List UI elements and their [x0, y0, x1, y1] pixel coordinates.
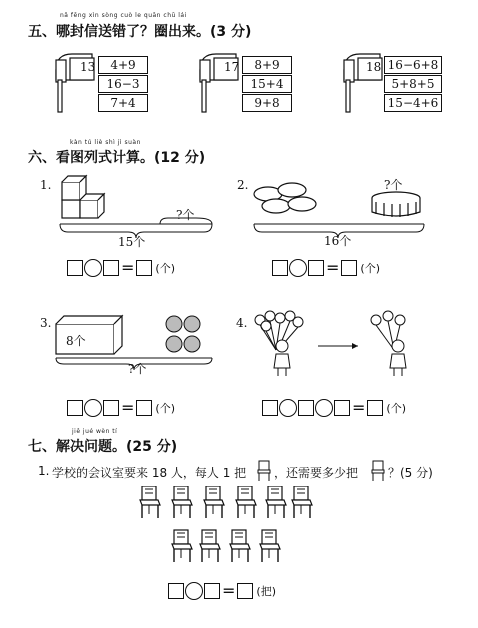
chair-icon	[140, 486, 160, 518]
mailbox-icon	[340, 50, 390, 114]
letter-card[interactable]: 9+8	[242, 94, 292, 112]
chair-icon	[172, 486, 192, 518]
letter-card[interactable]: 4+9	[98, 56, 148, 74]
problem-2-unknown: ?个	[384, 178, 403, 192]
mailbox-number: 17	[224, 60, 240, 74]
letter-card[interactable]: 5+8+5	[384, 75, 442, 93]
girl-with-balloons-icon	[255, 311, 303, 376]
chair-icon	[370, 460, 386, 482]
problem-4-figure	[248, 310, 438, 380]
chair-icon	[230, 530, 250, 562]
girl-with-balloons-icon	[371, 311, 406, 376]
mailbox-number: 13	[80, 60, 96, 74]
chair-icon	[256, 460, 272, 482]
operator-circle[interactable]	[185, 582, 203, 600]
chair-icon	[236, 486, 256, 518]
problem-1-total: 15个	[118, 235, 146, 249]
answer-box[interactable]	[103, 400, 119, 416]
question-text-before: 学校的会议室要来 18 人，每人 1 把	[52, 466, 247, 480]
letter-card[interactable]: 16−6+8	[384, 56, 442, 74]
problem-2-total: 16个	[324, 234, 352, 248]
question-text-middle: ，还需要多少把	[274, 466, 359, 480]
operator-circle[interactable]	[279, 399, 297, 417]
chairs-illustration	[134, 486, 324, 570]
problem-2-number: 2.	[237, 178, 249, 192]
answer-box[interactable]	[103, 260, 119, 276]
problem-4-number: 4.	[236, 316, 248, 330]
problem-1-unknown: ?个	[176, 208, 195, 222]
chair-icon	[260, 530, 280, 562]
equals-sign: =	[121, 398, 135, 417]
problem-2-answer-row	[272, 258, 380, 277]
letter-card[interactable]: 8+9	[242, 56, 292, 74]
problem-3-number: 3.	[40, 316, 52, 330]
letter-card[interactable]: 16−3	[98, 75, 148, 93]
cube-stack-icon	[62, 176, 104, 218]
chair-icon	[292, 486, 312, 518]
unit-label: (把)	[256, 584, 276, 598]
mailbox-number: 18	[366, 60, 382, 74]
answer-box[interactable]	[136, 400, 152, 416]
mailbox-3	[340, 50, 460, 120]
chair-icon	[172, 530, 192, 562]
section5-title: 五、哪封信送错了？圈出来。(3 分)	[28, 24, 252, 40]
mailbox-2	[196, 50, 296, 120]
equals-sign: =	[121, 258, 135, 277]
chair-icon	[266, 486, 286, 518]
answer-box[interactable]	[168, 583, 184, 599]
answer-box[interactable]	[237, 583, 253, 599]
question-text-after: ？(5 分)	[388, 466, 433, 480]
unit-label: (个)	[386, 401, 406, 415]
unit-label: (个)	[360, 261, 380, 275]
mailbox-1	[52, 50, 152, 120]
problem-1-answer-row	[67, 258, 175, 277]
equals-sign: =	[326, 258, 340, 277]
section5-pinyin: nǎ fēng xìn sòng cuò le quān chū lái	[60, 12, 187, 19]
operator-circle[interactable]	[289, 259, 307, 277]
unit-label: (个)	[155, 401, 175, 415]
answer-box[interactable]	[204, 583, 220, 599]
letter-card[interactable]: 15−4+6	[384, 94, 442, 112]
answer-box[interactable]	[262, 400, 278, 416]
problem-3-box-label: 8个	[66, 334, 86, 348]
section7-title: 七、解决问题。(25 分)	[28, 439, 178, 455]
problem-4-answer-row	[262, 398, 406, 417]
answer-box[interactable]	[334, 400, 350, 416]
equals-sign: =	[352, 398, 366, 417]
answer-box[interactable]	[341, 260, 357, 276]
question-1-answer-row	[168, 581, 276, 600]
answer-box[interactable]	[136, 260, 152, 276]
operator-circle[interactable]	[315, 399, 333, 417]
question-1	[38, 460, 468, 484]
problem-3-answer-row	[67, 398, 175, 417]
equals-sign: =	[222, 581, 236, 600]
problem-3-unknown: ?个	[128, 362, 147, 376]
section7-pinyin: jiě jué wèn tí	[72, 428, 118, 435]
operator-circle[interactable]	[84, 399, 102, 417]
operator-circle[interactable]	[84, 259, 102, 277]
problem-1-number: 1.	[40, 178, 52, 192]
section6-pinyin: kàn tú liè shì jì suàn	[70, 139, 141, 146]
chair-icon	[204, 486, 224, 518]
section6-title: 六、看图列式计算。(12 分)	[28, 150, 206, 166]
answer-box[interactable]	[272, 260, 288, 276]
answer-box[interactable]	[67, 260, 83, 276]
answer-box[interactable]	[308, 260, 324, 276]
letter-card[interactable]: 15+4	[242, 75, 292, 93]
answer-box[interactable]	[367, 400, 383, 416]
balls-icon	[166, 316, 200, 352]
dumplings-icon	[254, 183, 316, 213]
steamer-basket-icon	[372, 192, 420, 217]
letter-card[interactable]: 7+4	[98, 94, 148, 112]
answer-box[interactable]	[298, 400, 314, 416]
question-number: 1.	[38, 464, 50, 478]
answer-box[interactable]	[67, 400, 83, 416]
unit-label: (个)	[155, 261, 175, 275]
chair-icon	[200, 530, 220, 562]
